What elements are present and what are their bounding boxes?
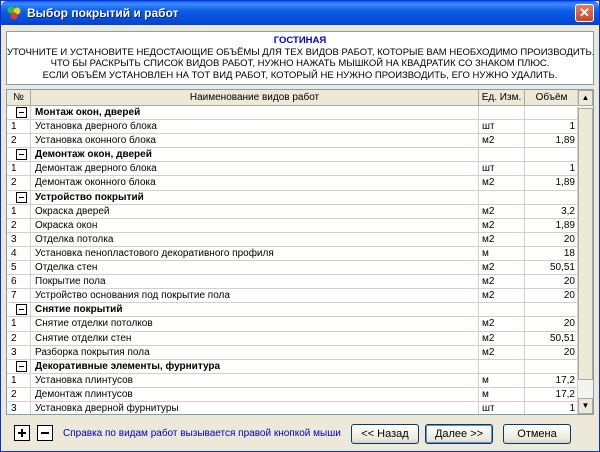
grid-rows xyxy=(7,106,579,415)
works-grid[interactable] xyxy=(6,89,594,415)
volume-cell[interactable]: 20 xyxy=(525,289,579,302)
unit-cell: м2 xyxy=(479,233,525,246)
volume-cell[interactable]: 1 xyxy=(525,120,579,133)
work-name: Установка дверного блока xyxy=(31,120,479,133)
work-row[interactable] xyxy=(7,261,579,275)
row-number: 3 xyxy=(7,233,31,246)
next-button[interactable]: Далее >> xyxy=(425,424,493,444)
header-unit[interactable]: Ед. Изм. xyxy=(479,90,525,106)
work-name: Устройство основания под покрытие пола xyxy=(31,289,479,302)
unit-cell xyxy=(479,360,525,373)
work-row[interactable] xyxy=(7,388,579,402)
collapse-group-toggle[interactable] xyxy=(7,148,31,161)
volume-cell[interactable]: 1 xyxy=(525,162,579,175)
unit-cell xyxy=(479,148,525,161)
work-name: Демонтаж дверного блока xyxy=(31,162,479,175)
header-volume[interactable]: Объём xyxy=(525,90,579,106)
unit-cell: м2 xyxy=(479,134,525,147)
group-row[interactable] xyxy=(7,303,579,317)
work-row[interactable] xyxy=(7,176,579,190)
app-icon xyxy=(6,5,22,21)
volume-cell xyxy=(525,360,579,373)
back-button[interactable]: << Назад xyxy=(351,424,419,444)
work-row[interactable] xyxy=(7,247,579,261)
work-row[interactable] xyxy=(7,402,579,415)
volume-cell[interactable]: 17,2 xyxy=(525,374,579,387)
collapse-group-toggle[interactable] xyxy=(7,191,31,204)
work-name: Отделка стен xyxy=(31,261,479,274)
collapse-group-toggle[interactable] xyxy=(7,106,31,119)
unit-cell: м2 xyxy=(479,205,525,218)
volume-cell xyxy=(525,148,579,161)
unit-cell: м2 xyxy=(479,332,525,345)
work-row[interactable] xyxy=(7,120,579,134)
work-name: Окраска дверей xyxy=(31,205,479,218)
unit-cell: м2 xyxy=(479,261,525,274)
work-row[interactable] xyxy=(7,219,579,233)
work-name: Отделка потолка xyxy=(31,233,479,246)
unit-cell: м xyxy=(479,247,525,260)
work-name: Разборка покрытия пола xyxy=(31,346,479,359)
unit-cell: м2 xyxy=(479,346,525,359)
row-number: 1 xyxy=(7,317,31,330)
vertical-scrollbar[interactable] xyxy=(577,90,593,414)
volume-cell[interactable]: 1 xyxy=(525,402,579,415)
row-number: 1 xyxy=(7,162,31,175)
row-number: 3 xyxy=(7,402,31,415)
row-number: 2 xyxy=(7,219,31,232)
scroll-up-button[interactable] xyxy=(578,90,593,106)
volume-cell[interactable]: 50,51 xyxy=(525,261,579,274)
volume-cell[interactable]: 20 xyxy=(525,346,579,359)
footer-bar xyxy=(1,419,599,451)
row-number: 2 xyxy=(7,388,31,401)
expand-all-button[interactable] xyxy=(14,425,30,441)
volume-cell[interactable]: 20 xyxy=(525,317,579,330)
minus-box-icon[interactable] xyxy=(16,361,27,372)
instruction-line-1: УТОЧНИТЕ И УСТАНОВИТЕ НЕДОСТАЮЩИЕ ОБЪЁМЫ ДЛЯ ТЕХ ВИДОВ РАБОТ, КОТОРЫЕ ВАМ НЕОБХОДИМО ПРОИЗВОДИТЬ. xyxy=(7,46,595,58)
unit-cell: м xyxy=(479,374,525,387)
unit-cell xyxy=(479,191,525,204)
minus-box-icon[interactable] xyxy=(16,192,27,203)
row-number: 6 xyxy=(7,275,31,288)
group-row[interactable] xyxy=(7,360,579,374)
volume-cell[interactable]: 20 xyxy=(525,275,579,288)
window-title: Выбор покрытий и работ xyxy=(27,6,179,20)
unit-cell: шт xyxy=(479,402,525,415)
close-button[interactable] xyxy=(575,4,594,22)
row-number: 2 xyxy=(7,332,31,345)
header-number[interactable]: № xyxy=(7,90,31,106)
work-row[interactable] xyxy=(7,317,579,331)
row-number: 1 xyxy=(7,120,31,133)
row-number: 5 xyxy=(7,261,31,274)
row-number: 2 xyxy=(7,134,31,147)
unit-cell: м2 xyxy=(479,317,525,330)
instruction-line-2: ЧТО БЫ РАСКРЫТЬ СПИСОК ВИДОВ РАБОТ, НУЖНО НАЖАТЬ МЫШКОЙ НА КВАДРАТИК СО ЗНАКОМ ПЛЮС. xyxy=(50,58,550,69)
collapse-group-toggle[interactable] xyxy=(7,303,31,316)
group-name: Демонтаж окон, дверей xyxy=(31,148,479,161)
row-number: 3 xyxy=(7,346,31,359)
row-number: 7 xyxy=(7,289,31,302)
unit-cell xyxy=(479,303,525,316)
volume-cell[interactable]: 1,89 xyxy=(525,134,579,147)
minus-box-icon[interactable] xyxy=(16,149,27,160)
work-name: Установка дверной фурнитуры xyxy=(31,402,479,415)
work-name: Снятие отделки потолков xyxy=(31,317,479,330)
work-name: Установка оконного блока xyxy=(31,134,479,147)
arrow-down-icon: ▼ xyxy=(581,401,590,410)
unit-cell: м xyxy=(479,388,525,401)
volume-cell[interactable]: 3,2 xyxy=(525,205,579,218)
work-row[interactable] xyxy=(7,162,579,176)
minus-box-icon[interactable] xyxy=(16,107,27,118)
volume-cell[interactable]: 17,2 xyxy=(525,388,579,401)
work-row[interactable] xyxy=(7,346,579,360)
minus-box-icon[interactable] xyxy=(16,304,27,315)
group-name: Устройство покрытий xyxy=(31,191,479,204)
scroll-thumb[interactable] xyxy=(578,108,593,380)
unit-cell xyxy=(479,106,525,119)
volume-cell[interactable]: 50,51 xyxy=(525,332,579,345)
row-number: 1 xyxy=(7,374,31,387)
work-name: Снятие отделки стен xyxy=(31,332,479,345)
close-icon: ✕ xyxy=(579,5,590,20)
volume-cell[interactable]: 18 xyxy=(525,247,579,260)
work-row[interactable] xyxy=(7,134,579,148)
group-row[interactable] xyxy=(7,191,579,205)
title-bar[interactable] xyxy=(1,1,599,25)
work-row[interactable] xyxy=(7,332,579,346)
group-name: Декоративные элементы, фурнитура xyxy=(31,360,479,373)
work-name: Установка пенопластового декоративного профиля xyxy=(31,247,479,260)
help-hint: Справка по видам работ вызывается правой кнопкой мыши xyxy=(63,428,341,439)
unit-cell: шт xyxy=(479,120,525,133)
work-name: Покрытие пола xyxy=(31,275,479,288)
work-name: Демонтаж оконного блока xyxy=(31,176,479,189)
volume-cell[interactable]: 20 xyxy=(525,233,579,246)
group-row[interactable] xyxy=(7,106,579,120)
row-number: 4 xyxy=(7,247,31,260)
unit-cell: м2 xyxy=(479,176,525,189)
header-work-name[interactable]: Наименование видов работ xyxy=(31,90,479,106)
volume-cell xyxy=(525,303,579,316)
arrow-up-icon: ▲ xyxy=(581,93,590,102)
work-name: Окраска окон xyxy=(31,219,479,232)
group-name: Снятие покрытий xyxy=(31,303,479,316)
group-name: Монтаж окон, дверей xyxy=(31,106,479,119)
volume-cell xyxy=(525,106,579,119)
work-name: Демонтаж плинтусов xyxy=(31,388,479,401)
unit-cell: м2 xyxy=(479,219,525,232)
collapse-all-button[interactable] xyxy=(37,425,53,441)
work-row[interactable] xyxy=(7,374,579,388)
group-row[interactable] xyxy=(7,148,579,162)
work-row[interactable] xyxy=(7,275,579,289)
row-number: 2 xyxy=(7,176,31,189)
cancel-button[interactable]: Отмена xyxy=(503,424,571,444)
work-row[interactable] xyxy=(7,289,579,303)
volume-cell[interactable]: 1,89 xyxy=(525,176,579,189)
instruction-line-3: ЕСЛИ ОБЪЁМ УСТАНОВЛЕН НА ТОТ ВИД РАБОТ, КОТОРЫЙ НЕ НУЖНО ПРОИЗВОДИТЬ, ЕГО НУЖНО УДАЛИТЬ. xyxy=(42,69,558,81)
work-name: Установка плинтусов xyxy=(31,374,479,387)
unit-cell: м2 xyxy=(479,275,525,288)
volume-cell xyxy=(525,191,579,204)
work-row[interactable] xyxy=(7,205,579,219)
row-number: 1 xyxy=(7,205,31,218)
grid-header xyxy=(7,90,579,106)
unit-cell: шт xyxy=(479,162,525,175)
collapse-group-toggle[interactable] xyxy=(7,360,31,373)
volume-cell[interactable]: 1,89 xyxy=(525,219,579,232)
instructions-panel xyxy=(6,31,594,85)
unit-cell: м2 xyxy=(479,289,525,302)
work-row[interactable] xyxy=(7,233,579,247)
room-name: ГОСТИНАЯ xyxy=(273,35,327,46)
scroll-down-button[interactable] xyxy=(578,398,593,414)
